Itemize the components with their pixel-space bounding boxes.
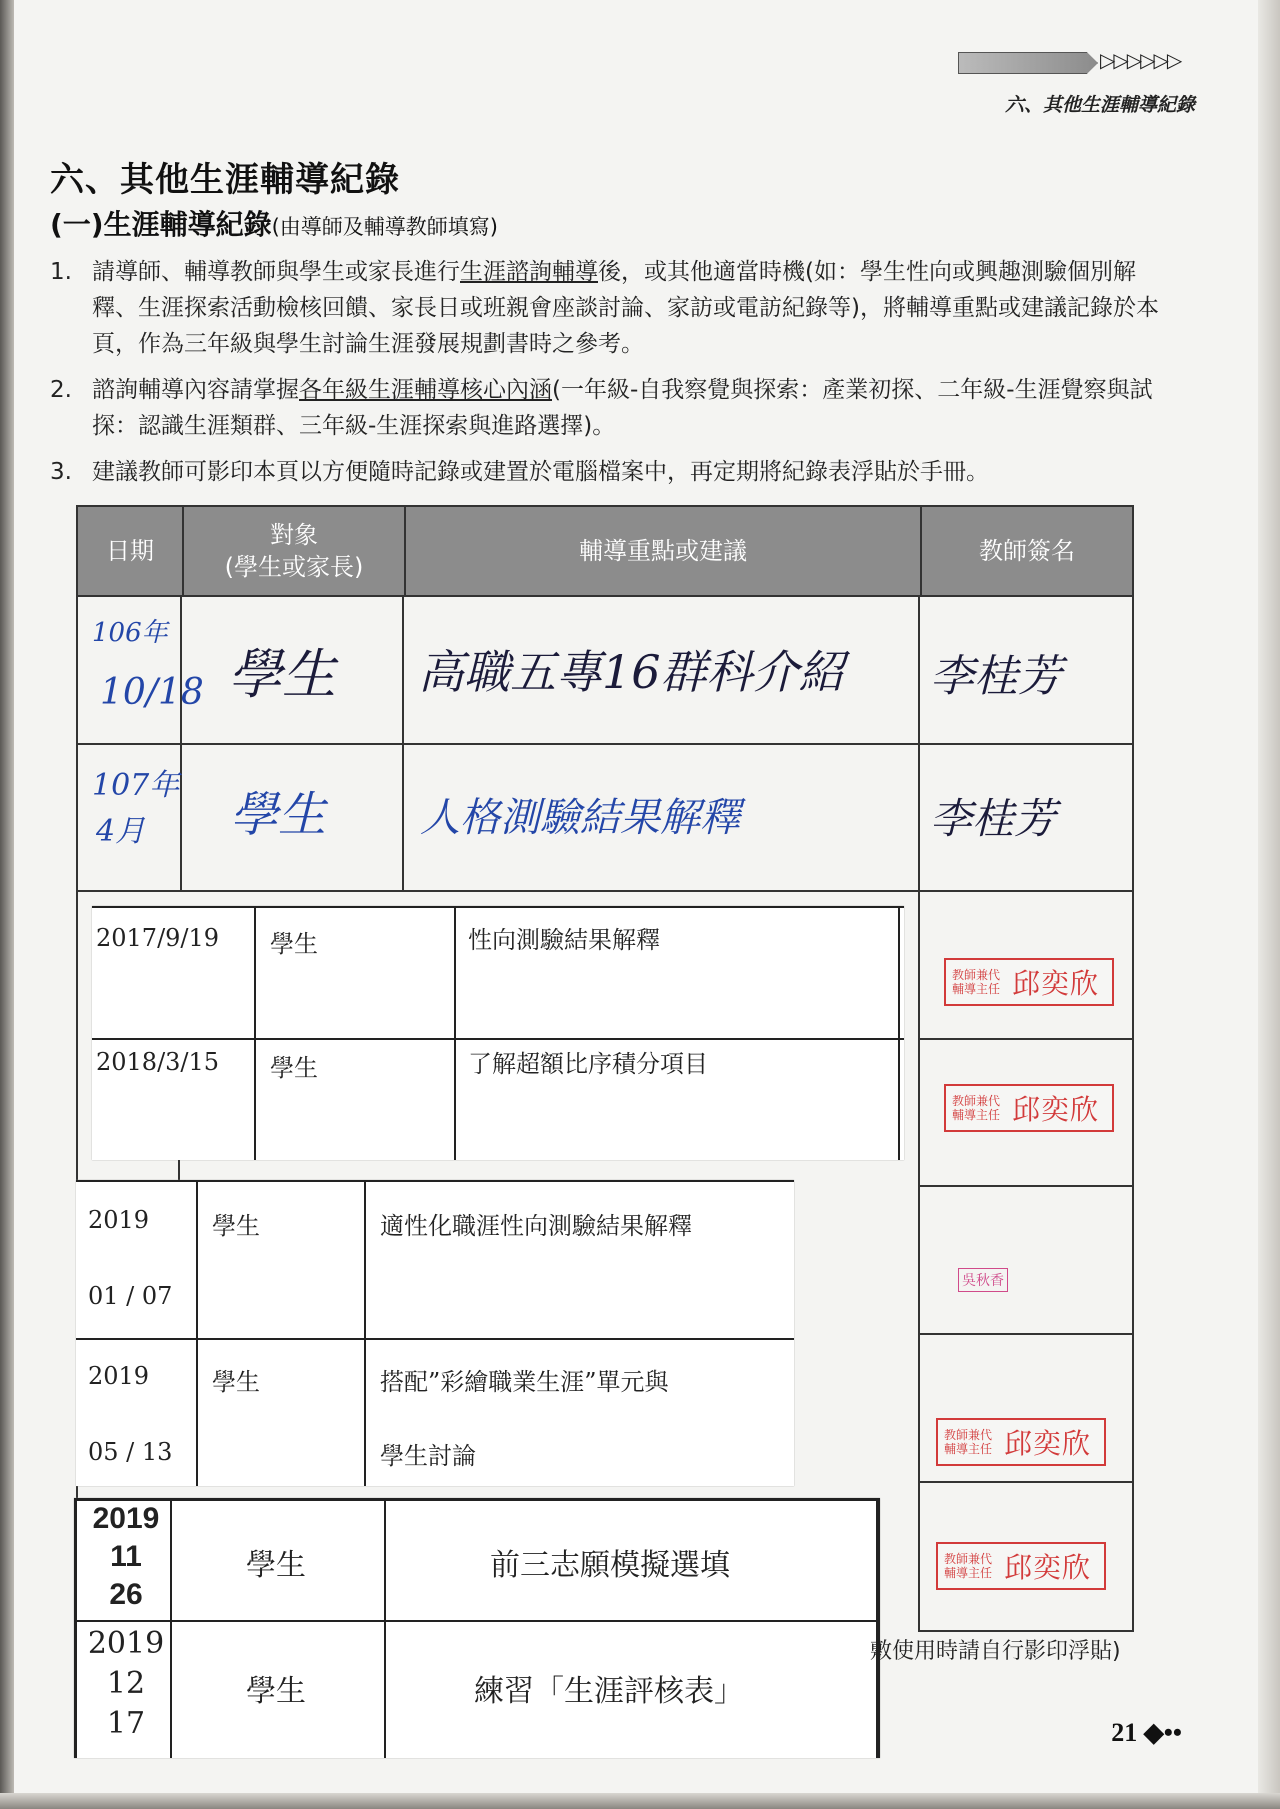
slip-date-month: 12: [106, 1666, 146, 1701]
seal-name: 邱奕欣: [1012, 1093, 1100, 1126]
hw-signature: 李桂芳: [930, 651, 1062, 702]
seal-title: 教師兼代 輔導主任: [952, 1094, 1001, 1122]
seal-stamp: [936, 1542, 1106, 1590]
slip-content: 適性化職涯性向測驗結果解釋: [380, 1212, 692, 1240]
hw-date-line1: 107年: [92, 768, 180, 803]
instruction-text: 建議教師可影印本頁以方便隨時記錄或建置於電腦檔案中，再定期將紀錄表浮貼於手冊。: [92, 459, 989, 485]
header-target-line2: (學生或家長): [224, 553, 364, 581]
instruction-text: 諮詢輔導內容請掌握: [92, 377, 299, 403]
header-content: 輔導重點或建議: [579, 537, 747, 565]
seal-name: 邱奕欣: [1004, 1427, 1092, 1460]
subtitle-main: (一)生涯輔導紀錄: [50, 208, 272, 241]
slip-target: 學生: [246, 1548, 306, 1583]
slip-date-line2: 05 / 13: [88, 1438, 173, 1466]
header-arrows-icon: ▷▷▷▷▷▷: [1100, 48, 1181, 72]
pasted-slip-b: [76, 1180, 794, 1486]
slip-date-year: 2019: [87, 1626, 165, 1661]
small-seal-stamp: 吳秋香: [958, 1268, 1008, 1292]
hw-signature: 李桂芳: [930, 794, 1057, 843]
header-sign: 教師簽名: [979, 537, 1075, 565]
slip-content-line1: 搭配”彩繪職業生涯”單元與: [380, 1368, 669, 1396]
slip-date: [86, 1500, 166, 1614]
seal-title: 教師兼代 輔導主任: [952, 968, 1001, 996]
slip-content: 練習「生涯評核表」: [474, 1674, 744, 1709]
instruction-number: 2.: [50, 377, 72, 403]
footer-note: 敷使用時請自行影印浮貼): [870, 1639, 1121, 1664]
table-header: [76, 505, 1134, 597]
hw-target: 學生: [228, 643, 336, 706]
seal-stamp: [936, 1418, 1106, 1466]
subtitle-note: (由導師及輔導教師填寫): [271, 215, 498, 239]
page-title: 六、其他生涯輔導紀錄: [50, 160, 400, 200]
slip-date-line1: 2019: [88, 1362, 150, 1390]
seal-title: 教師兼代 輔導主任: [944, 1428, 993, 1456]
instruction-emphasis: 生涯諮詢輔導: [460, 259, 598, 285]
seal-name: 邱奕欣: [1004, 1551, 1092, 1584]
slip-date-year: 2019: [92, 1502, 160, 1535]
hw-content: 人格測驗結果解釋: [420, 795, 740, 841]
slip-date: 2018/3/15: [96, 1048, 220, 1076]
running-header: 六、其他生涯輔導紀錄: [1004, 94, 1195, 116]
slip-target: 學生: [246, 1674, 306, 1709]
header-target-line1: 對象: [270, 521, 318, 549]
slip-content: 了解超額比序積分項目: [468, 1050, 708, 1078]
header-ribbon: [958, 52, 1098, 74]
pasted-slip-a: [92, 906, 904, 1160]
hw-date-line1: 106年: [92, 618, 168, 648]
instruction-emphasis: 各年級生涯輔導核心內涵: [299, 377, 552, 403]
slip-date-line1: 2019: [88, 1206, 150, 1234]
slip-target: 學生: [212, 1212, 260, 1240]
slip-date-line2: 01 / 07: [88, 1282, 173, 1310]
slip-target: 學生: [212, 1368, 260, 1396]
seal-name: 邱奕欣: [1012, 967, 1100, 1000]
slip-content: 性向測驗結果解釋: [468, 926, 660, 954]
seal-stamp: [944, 1084, 1114, 1132]
hw-date-line2: 4月: [96, 814, 146, 849]
instruction-1: [50, 254, 1170, 362]
instruction-text: 請導師、輔導教師與學生或家長進行: [92, 259, 460, 285]
hw-date-line2: 10/18: [100, 672, 204, 713]
hw-target: 學生: [230, 787, 327, 843]
section-subtitle: [50, 203, 498, 243]
page-binding: [0, 0, 14, 1809]
slip-target: 學生: [270, 1054, 318, 1082]
slip-target: 學生: [270, 930, 318, 958]
slip-date: [86, 1624, 166, 1744]
instruction-number: 1.: [50, 259, 72, 285]
slip-date-day: 26: [109, 1578, 143, 1611]
instruction-text: (一年級-自我察覺與探索：產業初探、二年級-生涯覺察與試探：認識生涯類群、三年級-生涯探索與進路選擇)。: [92, 377, 1153, 439]
slip-date-day: 17: [106, 1706, 146, 1741]
header-date: 日期: [106, 537, 154, 565]
instruction-number: 3.: [50, 459, 72, 485]
page-edge: [1258, 0, 1280, 1809]
page-number: 21 ◆••: [1111, 1718, 1182, 1747]
seal-stamp: [944, 958, 1114, 1006]
seal-title: 教師兼代 輔導主任: [944, 1552, 993, 1580]
slip-date-month: 11: [110, 1540, 142, 1573]
slip-content-line2: 學生討論: [380, 1442, 476, 1470]
pasted-slip-c: [74, 1498, 880, 1758]
instruction-text: 後，或其他適當時機(如：學生性向或興趣測驗個別解釋、生涯探索活動檢核回饋、家長日或班親會座談討論、家訪或電訪紀錄等)，將輔導重點或建議記錄於本頁，作為三年級與學生討論生涯發展規劃書時之參考。: [92, 259, 1159, 357]
slip-content: 前三志願模擬選填: [490, 1548, 730, 1583]
hw-content: 高職五專16群科介紹: [418, 645, 845, 699]
instruction-3: [50, 454, 1170, 490]
header-target: [184, 507, 404, 595]
slip-date: 2017/9/19: [96, 924, 220, 952]
page-bottom-edge: [0, 1793, 1280, 1809]
instruction-2: [50, 372, 1170, 444]
